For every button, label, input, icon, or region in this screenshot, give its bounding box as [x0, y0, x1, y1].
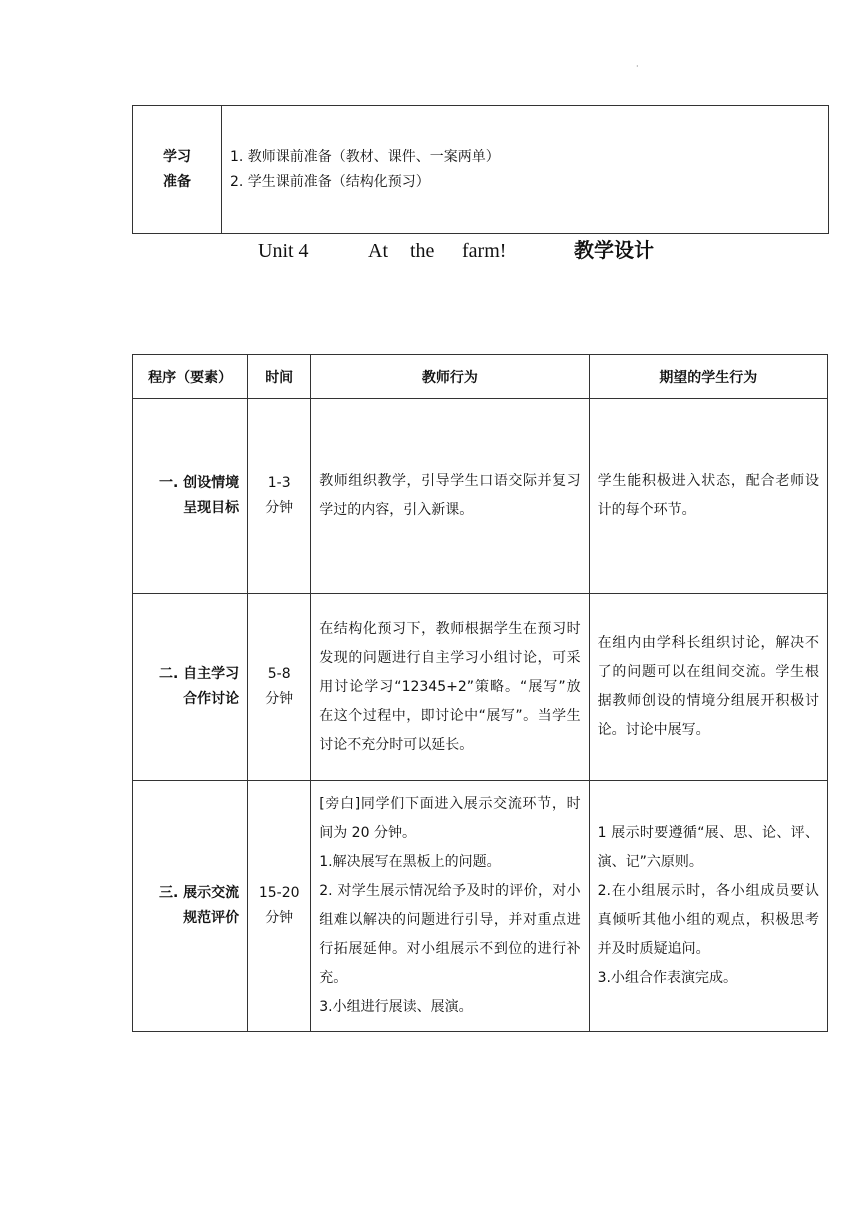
student-text: 2.在小组展示时，各小组成员要认真倾听其他小组的观点，积极思考并及时质疑追问。: [597, 883, 819, 957]
prep-label: [133, 106, 222, 234]
time-line1: 5-8: [267, 666, 291, 682]
teacher-text: [旁白]同学们下面进入展示交流环节，时间为 20 分钟。: [319, 796, 581, 841]
step-line2: 合作讨论: [183, 691, 240, 707]
table-header-row: [133, 355, 828, 399]
title-word-at: At: [368, 240, 388, 262]
prep-table: [132, 105, 829, 234]
header-student: 期望的学生行为: [589, 355, 827, 399]
step-cell: [133, 399, 248, 594]
table-row: [133, 399, 828, 594]
page-dot-mark: ·: [636, 62, 639, 71]
step-line1: 二. 自主学习: [158, 666, 240, 682]
teacher-cell: [311, 594, 589, 781]
page-title: [258, 236, 654, 265]
teacher-text: 教师组织教学，引导学生口语交际并复习学过的内容，引入新课。: [319, 473, 581, 518]
time-cell: [248, 399, 311, 594]
step-line1: 三. 展示交流: [158, 885, 240, 901]
teacher-cell: [311, 399, 589, 594]
prep-item: 2. 学生课前准备（结构化预习）: [230, 173, 430, 190]
prep-item: 1. 教师课前准备（教材、课件、一案两单）: [230, 148, 500, 165]
table-row: [133, 781, 828, 1032]
teacher-text: 在结构化预习下，教师根据学生在预习时发现的问题进行自主学习小组讨论，可采用讨论学习“12345+2”策略。“展写”放在这个过程中，即讨论中“展写”。当学生讨论不充分时可以延长。: [319, 620, 581, 753]
teacher-cell: [311, 781, 589, 1032]
step-line2: 呈现目标: [183, 500, 240, 516]
student-text: 3.小组合作表演完成。: [597, 970, 737, 986]
time-line1: 15-20: [258, 885, 300, 901]
student-text: 1 展示时要遵循“展、思、论、评、演、记”六原则。: [597, 825, 819, 870]
time-line2: 分钟: [265, 691, 294, 707]
title-word-the: the: [410, 240, 435, 262]
teacher-text: 2. 对学生展示情况给予及时的评价，对小组难以解决的问题进行引导，并对重点进行拓展延伸。对小组展示不到位的进行补充。: [319, 883, 581, 986]
table-row: [133, 594, 828, 781]
teacher-text: 3.小组进行展读、展演。: [319, 999, 473, 1015]
step-line2: 规范评价: [183, 910, 240, 926]
title-unit: Unit 4: [258, 240, 309, 262]
lesson-design-table: [132, 354, 828, 1032]
student-text: 学生能积极进入状态，配合老师设计的每个环节。: [597, 473, 819, 518]
step-line1: 一. 创设情境: [158, 475, 240, 491]
prep-content: [222, 106, 829, 234]
header-teacher: 教师行为: [311, 355, 589, 399]
step-cell: [133, 781, 248, 1032]
header-step: 程序（要素）: [133, 355, 248, 399]
time-line1: 1-3: [267, 475, 291, 491]
teacher-text: 1.解决展写在黑板上的问题。: [319, 854, 501, 870]
time-line2: 分钟: [265, 500, 294, 516]
title-word-farm: farm!: [462, 240, 507, 262]
time-cell: [248, 781, 311, 1032]
student-text: 在组内由学科长组织讨论，解决不了的问题可以在组间交流。学生根据教师创设的情境分组展开积极讨论。讨论中展写。: [597, 635, 819, 738]
time-cell: [248, 594, 311, 781]
header-time: 时间: [248, 355, 311, 399]
step-cell: [133, 594, 248, 781]
time-line2: 分钟: [265, 910, 294, 926]
title-cn: 教学设计: [574, 238, 654, 262]
student-cell: [589, 781, 827, 1032]
prep-label-line2: 准备: [163, 173, 191, 190]
student-cell: [589, 399, 827, 594]
prep-label-line1: 学习: [163, 148, 191, 165]
student-cell: [589, 594, 827, 781]
